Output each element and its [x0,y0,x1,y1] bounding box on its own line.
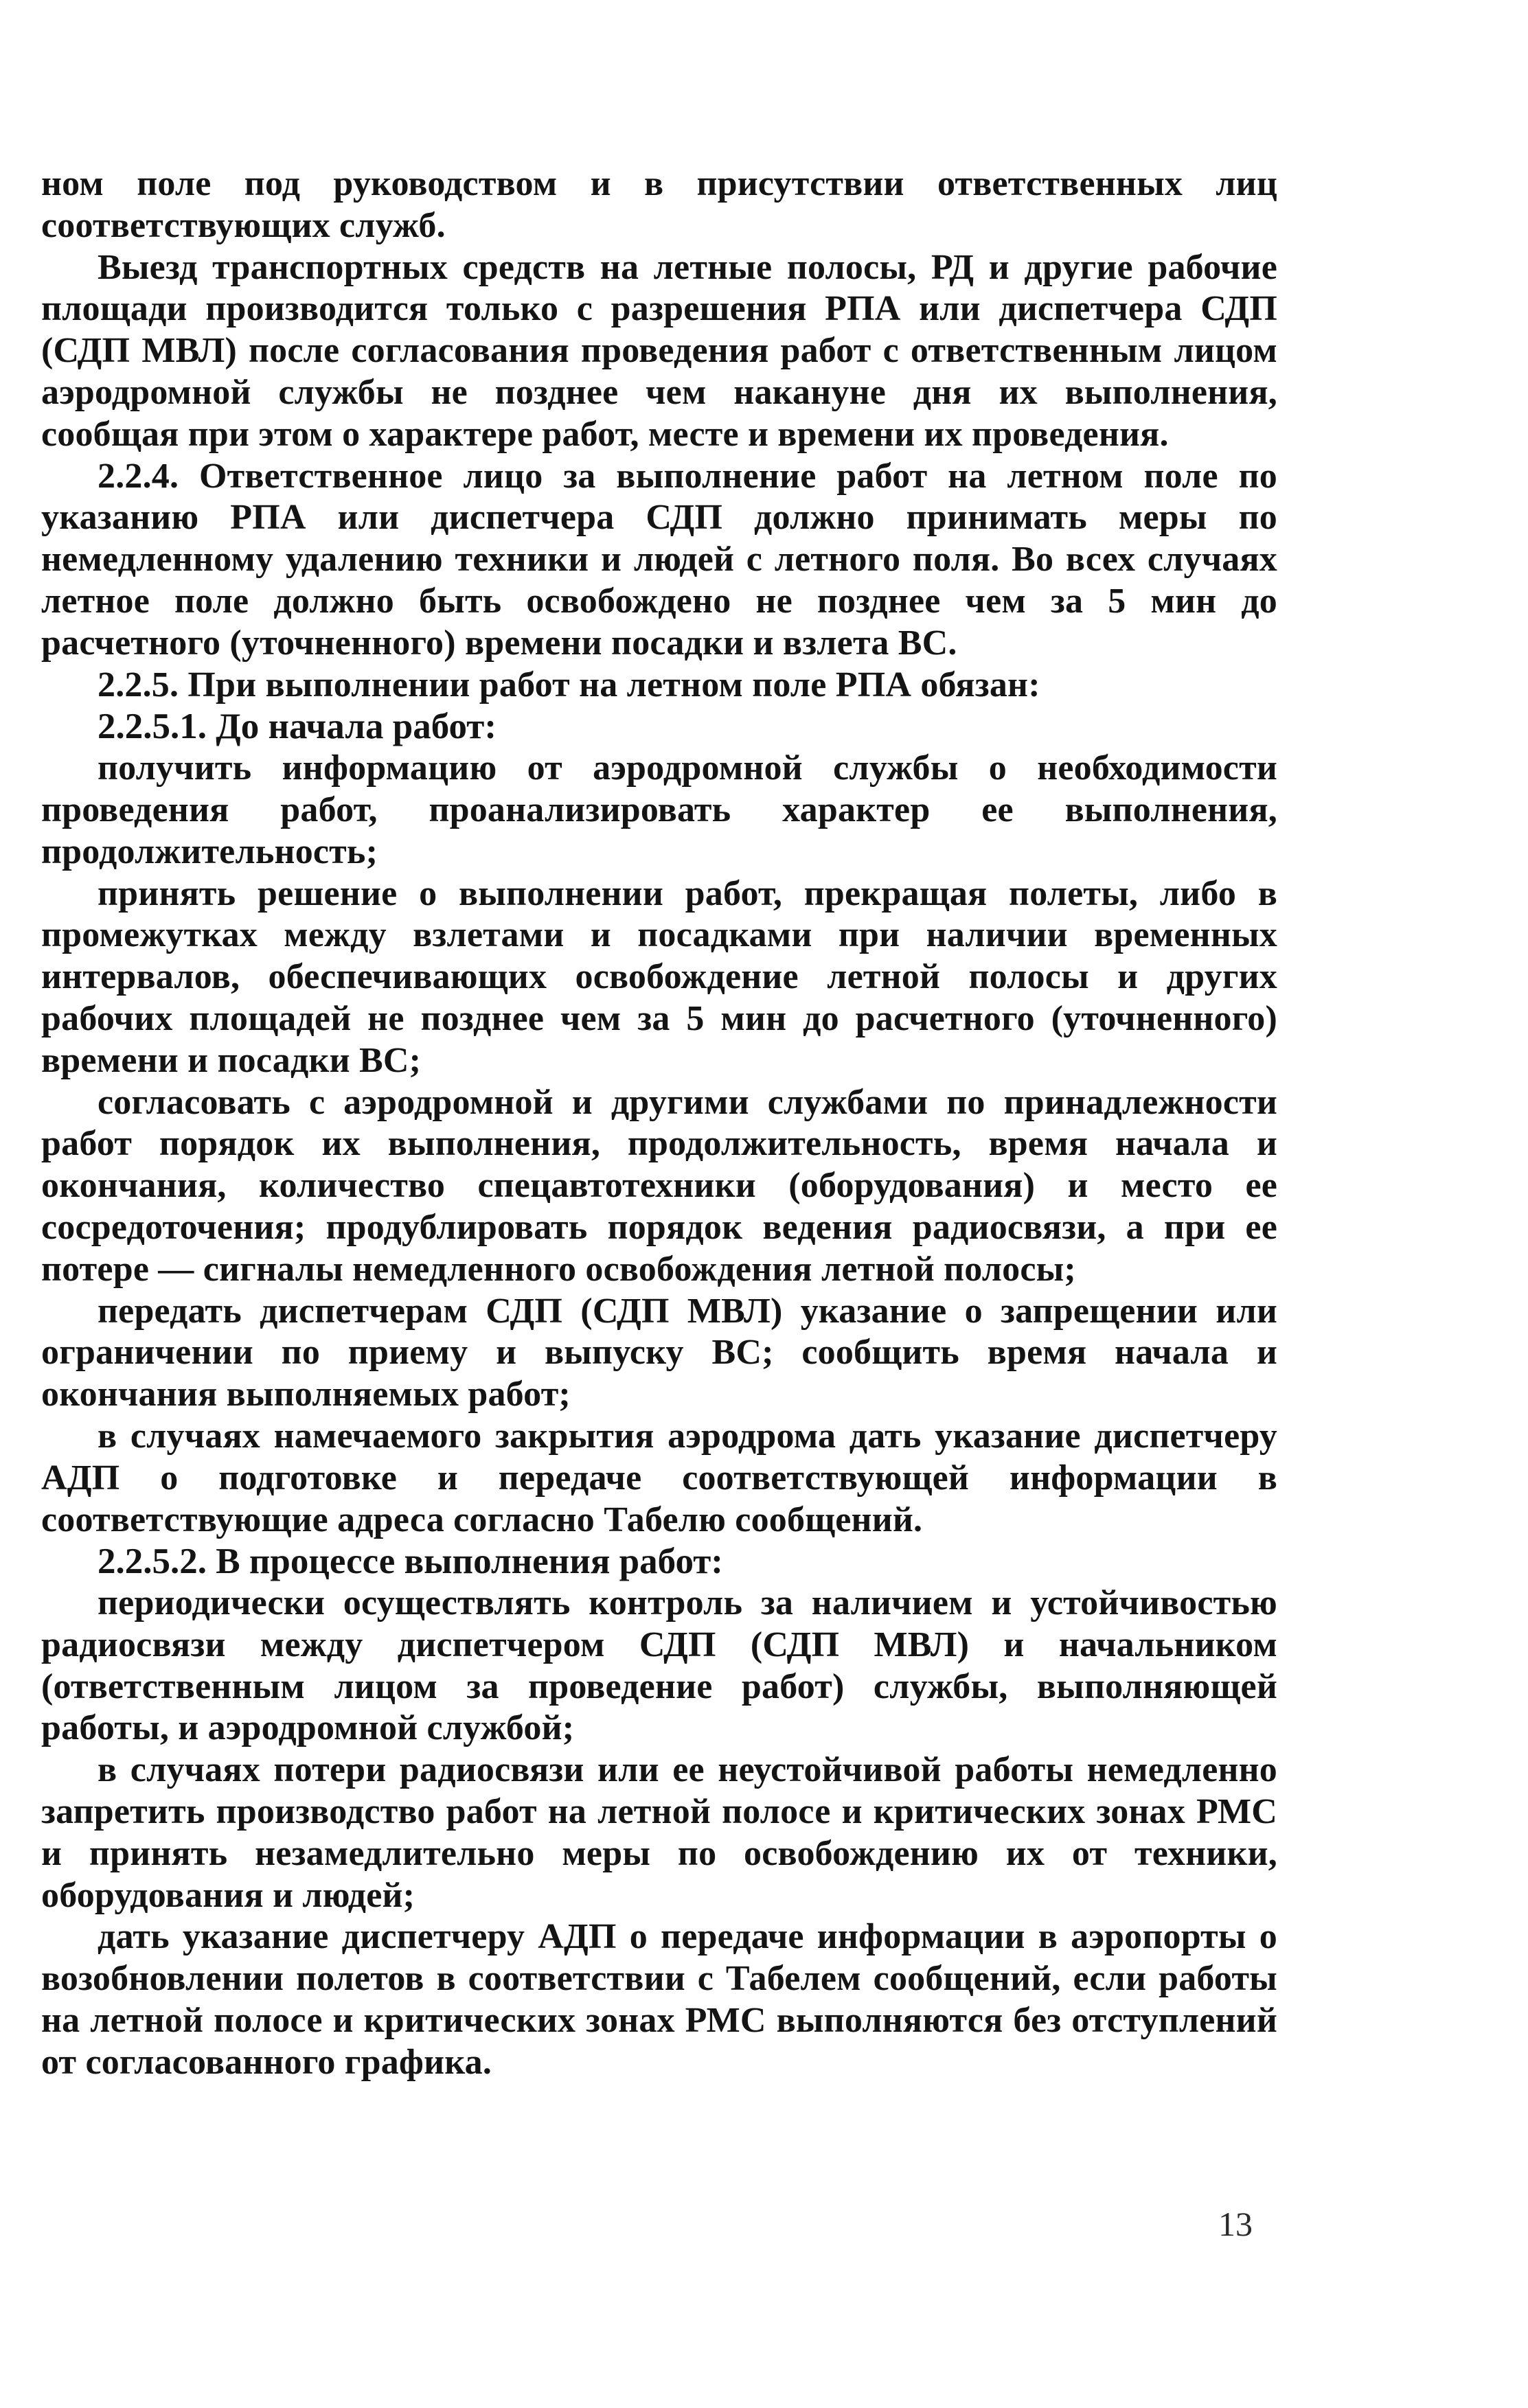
paragraph-vehicle-entry: Выезд транспортных средств на летные полосы, РД и другие рабочие площади производится только с разрешения РПА или диспетчера СДП (СДП МВЛ) после согласования проведения работ с ответственным лицом аэродромной службы не позднее чем накануне дня их выполнения, сообщая при этом о характере работ, месте и времени их проведения. [41,247,1277,454]
paragraph-2-2-5: 2.2.5. При выполнении работ на летном поле РПА обязан: [98,665,1040,704]
document-page [41,163,1277,2084]
list-item: принять решение о выполнении работ, прекращая полеты, либо в промежутках между взлетами и посадками при наличии временных интервалов, обеспечивающих освобождение летной полосы и других рабочих площадей не позднее чем за 5 мин до расчетного (уточненного) времени и посадки ВС; [41,873,1277,1080]
list-item: периодически осуществлять контроль за наличием и устойчивостью радиосвязи между диспетчером СДП (СДП МВЛ) и начальником (ответственным лицом за проведение работ) службы, выполняющей работы, и аэродромной службой; [41,1583,1277,1748]
heading-2-2-5-1: 2.2.5.1. До начала работ: [98,707,497,747]
list-item: в случаях потери радиосвязи или ее неустойчивой работы немедленно запретить производство работ на летной полосе и критических зонах РМС и принять незамедлительно меры по освобождению их от техники, оборудования и людей; [41,1750,1277,1915]
list-item: в случаях намечаемого закрытия аэродрома дать указание диспетчеру АДП о подготовке и передаче соответствующей информации в соответствующие адреса согласно Табелю сообщений. [41,1416,1277,1539]
paragraph-continuation: ном поле под руководством и в присутствии ответственных лиц соответствующих служб. [41,164,1277,245]
list-item: передать диспетчерам СДП (СДП МВЛ) указание о запрещении или ограничении по приему и выпуску ВС; сообщить время начала и окончания выполняемых работ; [41,1291,1277,1414]
list-item: согласовать с аэродромной и другими службами по принадлежности работ порядок их выполнения, продолжительность, время начала и окончания, количество спецавтотехники (оборудования) и место ее сосредоточения; продублировать порядок ведения радиосвязи, а при ее потере — сигналы немедленного освобождения летной полосы; [41,1082,1277,1289]
page-number: 13 [1218,2205,1253,2243]
list-item: дать указание диспетчеру АДП о передаче информации в аэропорты о возобновлении полетов в соответствии с Табелем сообщений, если работы на летной полосе и критических зонах РМС выполняются без отступлений от согласованного графика. [41,1917,1277,2082]
paragraph-2-2-4: 2.2.4. Ответственное лицо за выполнение работ на летном поле по указанию РПА или диспетчера СДП должно принимать меры по немедленному удалению техники и людей с летного поля. Во всех случаях летное поле должно быть освобождено не позднее чем за 5 мин до расчетного (уточненного) времени посадки и взлета ВС. [41,456,1277,663]
heading-2-2-5-2: 2.2.5.2. В процессе выполнения работ: [98,1541,723,1582]
list-item: получить информацию от аэродромной службы о необходимости проведения работ, проанализировать характер ее выполнения, продолжительность; [41,748,1277,871]
